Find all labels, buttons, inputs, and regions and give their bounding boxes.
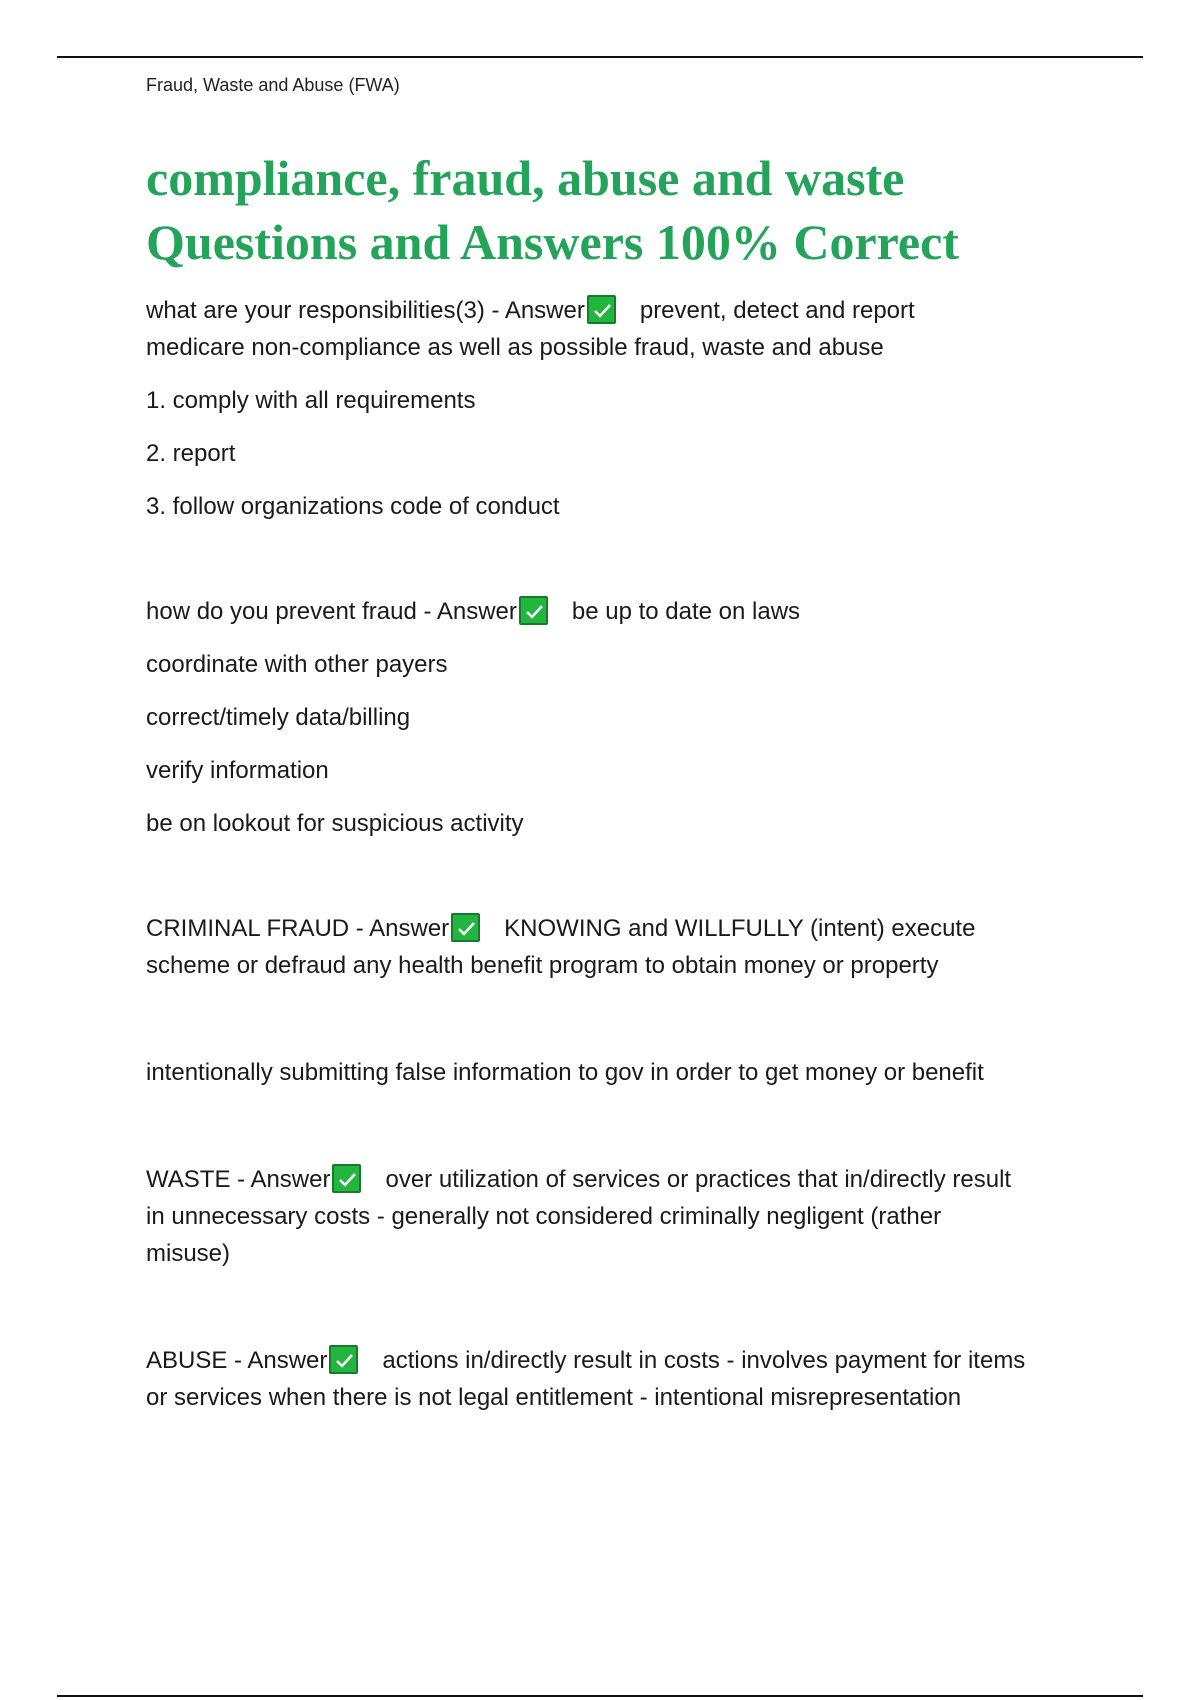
list-item: correct/timely data/billing — [146, 704, 411, 731]
answer-continuation: misuse) — [146, 1240, 231, 1267]
qa-block-waste — [146, 1161, 1096, 1272]
question-line — [146, 910, 1096, 947]
answer-continuation: or services when there is not legal entitlement - intentional misrepresentation — [146, 1384, 962, 1411]
list-item: 1. comply with all requirements — [146, 387, 476, 414]
check-mark-icon — [329, 1345, 358, 1374]
question-line — [146, 1342, 1096, 1379]
question-text: what are your responsibilities(3) - Answer — [146, 297, 585, 324]
question-line — [146, 593, 1096, 630]
bottom-rule — [57, 1695, 1143, 1697]
answer-extra: intentionally submitting false information to gov in order to get money or benefit — [146, 1059, 984, 1086]
qa-block-responsibilities — [146, 292, 1096, 525]
question-line — [146, 292, 1096, 329]
list-item: 3. follow organizations code of conduct — [146, 493, 560, 520]
question-text: WASTE - Answer — [146, 1166, 331, 1193]
list-item: coordinate with other payers — [146, 651, 448, 678]
answer-text: actions in/directly result in costs - involves payment for items — [382, 1347, 1026, 1374]
top-rule — [57, 56, 1143, 58]
answer-text: be up to date on laws — [571, 598, 801, 625]
qa-block-criminal-fraud — [146, 910, 1096, 1091]
qa-block-abuse — [146, 1342, 1096, 1416]
list-item: 2. report — [146, 440, 236, 467]
title-line-1: compliance, fraud, abuse and waste — [146, 150, 905, 206]
answer-text: prevent, detect and report — [639, 297, 915, 324]
question-text: ABUSE - Answer — [146, 1347, 328, 1374]
check-mark-icon — [587, 295, 616, 324]
running-header: Fraud, Waste and Abuse (FWA) — [146, 75, 400, 95]
list-item: verify information — [146, 757, 329, 784]
answer-text: KNOWING and WILLFULLY (intent) execute — [504, 915, 976, 942]
check-mark-icon — [451, 913, 480, 942]
answer-text: over utilization of services or practices that in/directly result — [385, 1166, 1012, 1193]
check-mark-icon — [332, 1164, 361, 1193]
question-text: CRIMINAL FRAUD - Answer — [146, 915, 450, 942]
check-mark-icon — [519, 596, 548, 625]
question-text: how do you prevent fraud - Answer — [146, 598, 517, 625]
answer-continuation: scheme or defraud any health benefit program to obtain money or property — [146, 952, 939, 979]
answer-continuation: in unnecessary costs - generally not considered criminally negligent (rather — [146, 1203, 942, 1230]
question-line — [146, 1161, 1096, 1198]
document-title — [146, 146, 1146, 274]
answer-continuation: medicare non-compliance as well as possible fraud, waste and abuse — [146, 334, 884, 361]
list-item: be on lookout for suspicious activity — [146, 810, 524, 837]
qa-content — [146, 292, 1096, 1416]
title-line-2: Questions and Answers 100% Correct — [146, 214, 959, 270]
qa-block-prevent-fraud — [146, 593, 1096, 842]
